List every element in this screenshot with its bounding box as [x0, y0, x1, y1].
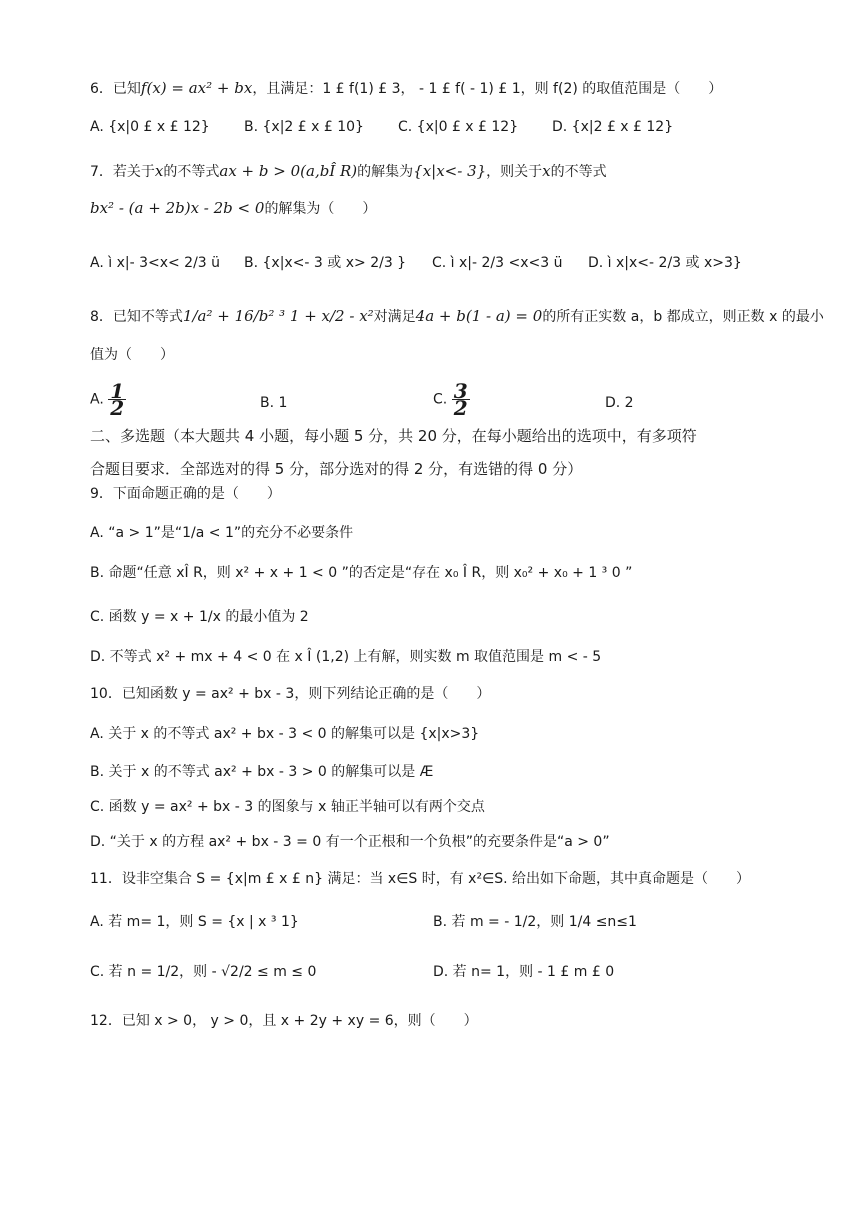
q8-a-num: 1 [110, 379, 125, 403]
q8-condition: 4a + b(1 - a) = 0 [415, 307, 543, 325]
q10-option-b: B. 关于 x 的不等式 ax² + bx - 3 > 0 的解集可以是 Æ [90, 764, 434, 780]
q7-lead: 7．若关于 [90, 164, 155, 180]
q9-option-d: D. 不等式 x² + mx + 4 < 0 在 x Î (1,2) 上有解，则实数 m 取值范围是 m < - 5 [90, 649, 602, 665]
q8-option-d: D. 2 [605, 395, 634, 411]
q6-condition: ，且满足：1 £ f(1) £ 3， - 1 £ f( - 1) £ 1，则 f(2) 的取值范围是（ ） [252, 81, 723, 97]
question-7 [90, 161, 607, 182]
q11-option-a: A. 若 m= 1，则 S = {x | x ³ 1} [90, 914, 299, 930]
section-2-heading-line-2: 合题目要求．全部选对的得 5 分，部分选对的得 2 分，有选错的得 0 分） [90, 460, 583, 478]
q7-text-2: 的解集为 [357, 164, 414, 180]
q11-option-d: D. 若 n= 1，则 - 1 £ m £ 0 [433, 964, 615, 980]
q7-text-5: 的解集为（ ） [264, 201, 377, 217]
q7-text-3: ，则关于 [486, 164, 543, 180]
q6-option-a: A. {x|0 £ x £ 12} [90, 119, 210, 135]
q11-option-c: C. 若 n = 1/2，则 - √2/2 ≤ m ≤ 0 [90, 964, 317, 980]
q6-formula: f(x) = ax² + bx [140, 79, 253, 97]
q8-option-b: B. 1 [260, 395, 288, 411]
q10-option-d: D. “关于 x 的方程 ax² + bx - 3 = 0 有一个正根和一个负根”的充要条件是“a > 0” [90, 834, 610, 850]
q8-mid: 对满足 [373, 309, 416, 325]
q7-option-d: D. ì x|x<- 2/3 或 x>3} [588, 255, 742, 271]
question-9: 9．下面命题正确的是（ ） [90, 486, 281, 502]
q8-a-den: 2 [110, 396, 125, 420]
question-8 [90, 306, 824, 327]
question-11: 11．设非空集合 S = {x|m £ x £ n} 满足：当 x∈S 时，有 x²∈S. 给出如下命题，其中真命题是（ ） [90, 871, 751, 887]
q7-var: x [154, 162, 164, 180]
q8-lead: 8．已知不等式 [90, 309, 183, 325]
q7-formula-2: {x|x<- 3} [413, 162, 487, 180]
q8-option-c [433, 379, 470, 420]
q7-text-1: 的不等式 [163, 164, 220, 180]
q10-option-c: C. 函数 y = ax² + bx - 3 的图象与 x 轴正半轴可以有两个交点 [90, 799, 485, 815]
q7-option-c: C. ì x|- 2/3 <x<3 ü [432, 255, 563, 271]
question-8-line-2: 值为（ ） [90, 347, 174, 363]
q6-option-b: B. {x|2 £ x £ 10} [244, 119, 364, 135]
question-10: 10．已知函数 y = ax² + bx - 3，则下列结论正确的是（ ） [90, 686, 491, 702]
q8-tail: 的所有正实数 a，b 都成立，则正数 x 的最小 [542, 309, 824, 325]
q11-option-b: B. 若 m = - 1/2，则 1/4 ≤n≤1 [433, 914, 637, 930]
q7-text-4: 的不等式 [550, 164, 607, 180]
q8-option-a [90, 379, 126, 420]
q7-var-2: x [542, 162, 551, 180]
q8-option-a-label: A. [90, 391, 104, 408]
q8-inequality: 1/a² + 16/b² ³ 1 + x/2 - x² [182, 307, 374, 325]
q7-formula-3: bx² - (a + 2b)x - 2b < 0 [90, 199, 265, 217]
q8-option-c-fraction [452, 379, 470, 420]
q7-formula-1: ax + b > 0(a,bÎ R) [219, 162, 358, 180]
q9-option-b: B. 命题“任意 xÎ R，则 x² + x + 1 < 0 ”的否定是“存在 x₀ Î R，则 x₀² + x₀ + 1 ³ 0 ” [90, 565, 633, 581]
q9-option-a: A. “a > 1”是“1/a < 1”的充分不必要条件 [90, 525, 354, 541]
question-12: 12．已知 x > 0， y > 0，且 x + 2y + xy = 6，则（ ） [90, 1013, 478, 1029]
q6-option-d: D. {x|2 £ x £ 12} [552, 119, 674, 135]
section-2-heading: 二、多选题（本大题共 4 小题，每小题 5 分，共 20 分，在每小题给出的选项中，有多项符 [90, 427, 697, 445]
q8-c-den: 2 [453, 396, 468, 420]
q6-option-c: C. {x|0 £ x £ 12} [398, 119, 519, 135]
q7-option-a: A. ì x|- 3<x< 2/3 ü [90, 255, 221, 271]
q7-option-b: B. {x|x<- 3 或 x> 2/3 } [244, 255, 407, 271]
question-7-line-2 [90, 198, 376, 219]
q6-lead: 6．已知 [90, 81, 141, 97]
q8-option-c-label: C. [433, 391, 448, 408]
q9-option-c: C. 函数 y = x + 1/x 的最小值为 2 [90, 609, 309, 625]
q8-option-a-fraction [108, 379, 126, 420]
q10-option-a: A. 关于 x 的不等式 ax² + bx - 3 < 0 的解集可以是 {x|x>3} [90, 726, 480, 742]
q8-c-num: 3 [453, 379, 468, 403]
question-6 [90, 78, 722, 99]
